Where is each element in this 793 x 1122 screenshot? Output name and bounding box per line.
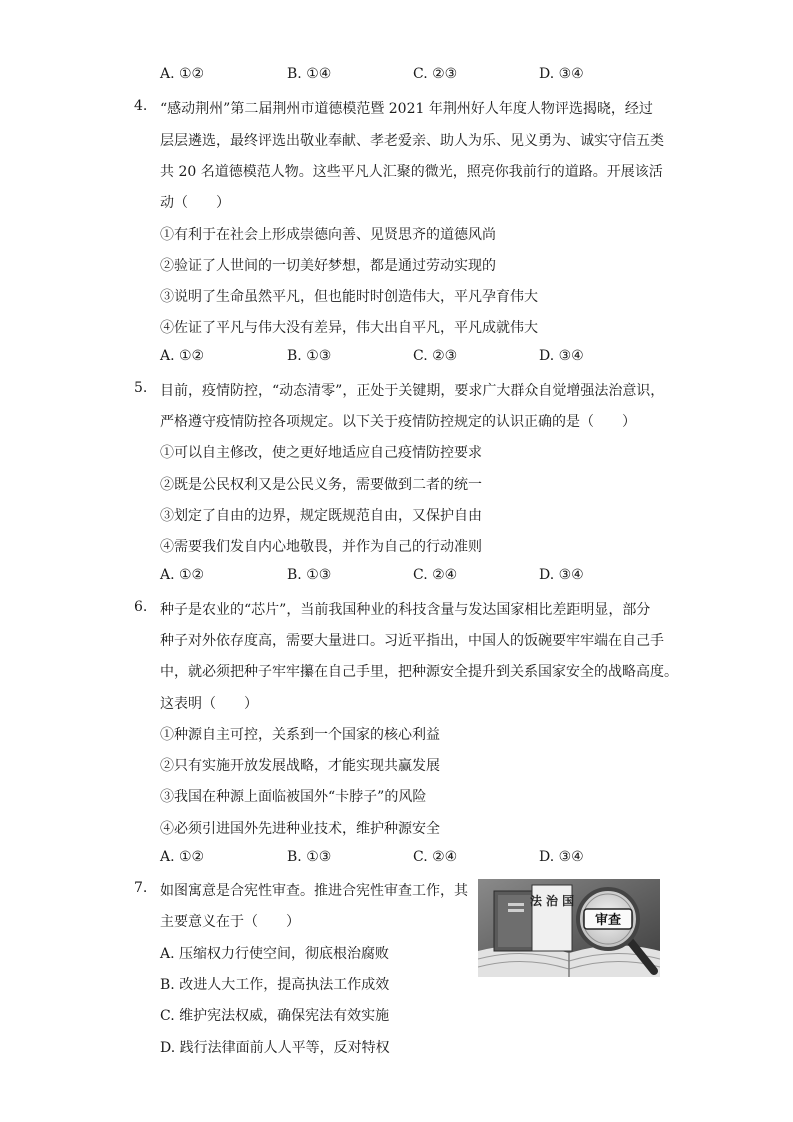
q4-option-d[interactable]: D. ③④	[539, 348, 584, 364]
q5-option-d[interactable]: D. ③④	[539, 567, 584, 583]
q5-statement-4: ④需要我们发自内心地敬畏，并作为自己的行动准则	[160, 539, 482, 555]
q4-option-c[interactable]: C. ②③	[413, 348, 458, 364]
q5-options	[160, 567, 680, 591]
q5-option-b[interactable]: B. ①③	[287, 567, 332, 583]
q4-option-a[interactable]: A. ①②	[160, 348, 205, 364]
q6-stem-line-3: 中，就必须把种子牢牢攥在自己手里，把种源安全提升到关系国家安全的战略高度。	[160, 664, 678, 680]
q6-option-a[interactable]: A. ①②	[160, 849, 205, 865]
q4-stem-line-4: 动（ ）	[160, 195, 230, 211]
q5-stem-line-2: 严格遵守疫情防控各项规定。以下关于疫情防控规定的认识正确的是（ ）	[160, 414, 636, 430]
q5-number: 5.	[134, 380, 148, 396]
q4-stem-line-3: 共 20 名道德模范人物。这些平凡人汇聚的微光，照亮你我前行的道路。开展该活	[160, 164, 663, 180]
q7-option-b[interactable]: B. 改进人大工作，提高执法工作成效	[160, 977, 390, 993]
q6-stem-line-4: 这表明（ ）	[160, 696, 258, 712]
constitutional-review-image	[478, 879, 660, 977]
q7-stem-line-2: 主要意义在于（ ）	[160, 914, 300, 930]
q5-stem-line-1: 目前，疫情防控，“动态清零”，正处于关键期，要求广大群众自觉增强法治意识，	[160, 383, 665, 399]
q6-option-c[interactable]: C. ②④	[413, 849, 458, 865]
q6-statement-4: ④必须引进国外先进种业技术，维护种源安全	[160, 821, 440, 837]
q5-statement-2: ②既是公民权利又是公民义务，需要做到二者的统一	[160, 477, 482, 493]
q7-option-a[interactable]: A. 压缩权力行使空间，彻底根治腐败	[160, 946, 390, 962]
q4-stem-line-2: 层层遴选，最终评选出敬业奉献、孝老爱亲、助人为乐、见义勇为、诚实守信五类	[160, 133, 664, 149]
q4-options	[160, 348, 680, 372]
q6-statement-2: ②只有实施开放发展战略，才能实现共赢发展	[160, 758, 440, 774]
q3-options	[160, 66, 680, 90]
q6-option-d[interactable]: D. ③④	[539, 849, 584, 865]
q7-option-c[interactable]: C. 维护宪法权威，确保宪法有效实施	[160, 1008, 390, 1024]
q5-option-a[interactable]: A. ①②	[160, 567, 205, 583]
q4-statement-4: ④佐证了平凡与伟大没有差异，伟大出自平凡，平凡成就伟大	[160, 320, 538, 336]
book-calligraphy-text: 法 治 国	[529, 894, 575, 908]
q4-stem-line-1: “感动荆州”第二届荆州市道德模范暨 2021 年荆州好人年度人物评选揭晓，经过	[160, 101, 653, 117]
q7-stem-line-1: 如图寓意是合宪性审查。推进合宪性审查工作，其	[160, 883, 468, 899]
q3-option-b[interactable]: B. ①④	[287, 66, 332, 82]
book-magnifier-illustration	[478, 879, 660, 977]
q6-stem-line-1: 种子是农业的“芯片”，当前我国种业的科技含量与发达国家相比差距明显，部分	[160, 602, 651, 618]
q3-option-c[interactable]: C. ②③	[413, 66, 458, 82]
q6-option-b[interactable]: B. ①③	[287, 849, 332, 865]
q7-number: 7.	[134, 880, 148, 896]
q6-statement-3: ③我国在种源上面临被国外“卡脖子”的风险	[160, 789, 427, 805]
q4-option-b[interactable]: B. ①③	[287, 348, 332, 364]
q4-statement-2: ②验证了人世间的一切美好梦想，都是通过劳动实现的	[160, 258, 496, 274]
magnifier-label-text: 审查	[594, 913, 622, 928]
q4-statement-1: ①有利于在社会上形成崇德向善、见贤思齐的道德风尚	[160, 227, 496, 243]
q6-stem-line-2: 种子对外依存度高，需要大量进口。习近平指出，中国人的饭碗要牢牢端在自己手	[160, 633, 664, 649]
q5-statement-1: ①可以自主修改，使之更好地适应自己疫情防控要求	[160, 445, 482, 461]
q3-option-d[interactable]: D. ③④	[539, 66, 584, 82]
q7-option-d[interactable]: D. 践行法律面前人人平等，反对特权	[160, 1040, 390, 1056]
q4-statement-3: ③说明了生命虽然平凡，但也能时时创造伟大，平凡孕育伟大	[160, 289, 538, 305]
q5-option-c[interactable]: C. ②④	[413, 567, 458, 583]
q6-options	[160, 849, 680, 873]
q3-option-a[interactable]: A. ①②	[160, 66, 205, 82]
q5-statement-3: ③划定了自由的边界，规定既规范自由，又保护自由	[160, 508, 482, 524]
q6-number: 6.	[134, 599, 148, 615]
q4-number: 4.	[134, 98, 148, 114]
q6-statement-1: ①种源自主可控，关系到一个国家的核心利益	[160, 727, 440, 743]
